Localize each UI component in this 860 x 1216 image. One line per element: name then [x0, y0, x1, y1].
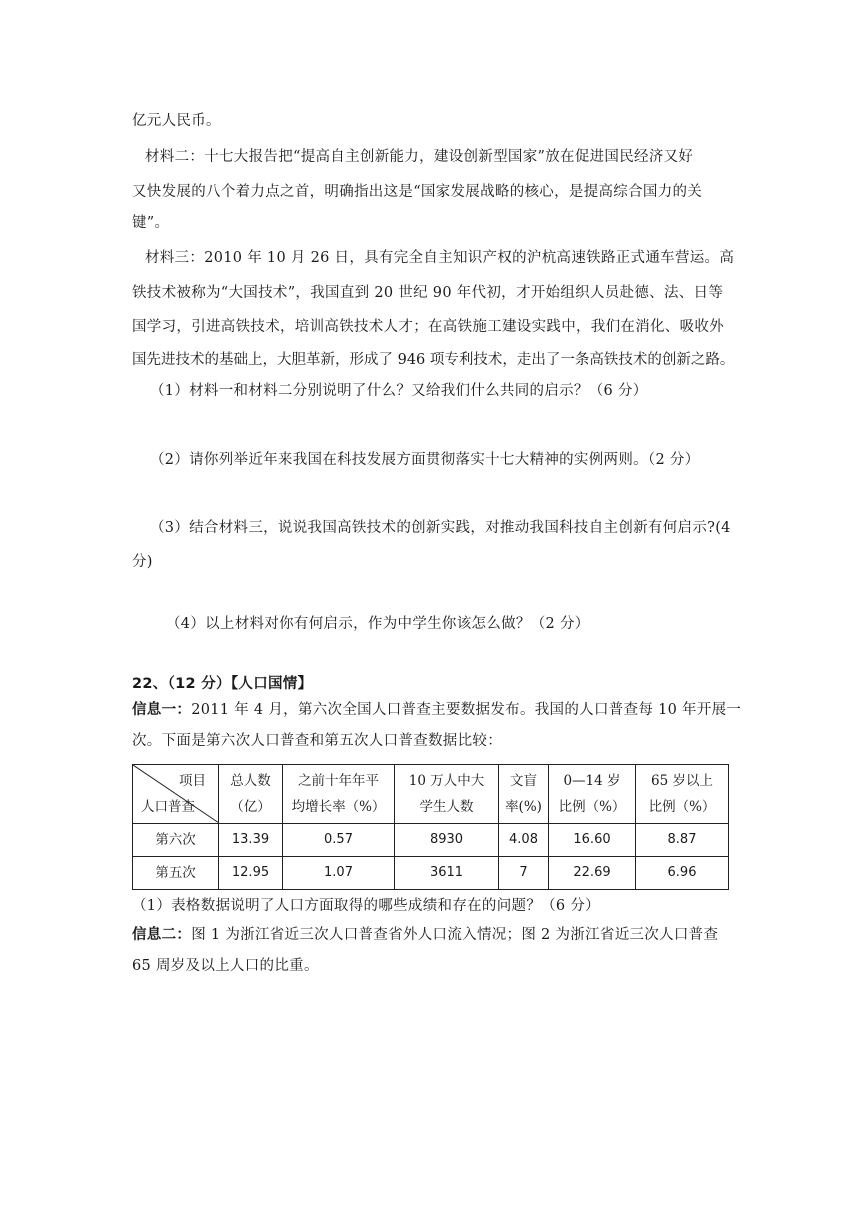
- table-cell: 3611: [395, 857, 499, 890]
- row-label: 第五次: [133, 857, 219, 890]
- info-two-line: 65 周岁及以上人口的比重。: [132, 958, 319, 974]
- table-cell: 8.87: [636, 824, 729, 857]
- question-4: （4）以上材料对你有何启示，作为中学生你该怎么做？（2 分）: [166, 616, 590, 632]
- material-two-line: 键”。: [132, 215, 170, 231]
- material-three-line: 国先进技术的基础上，大胆革新，形成了 946 项专利技术，走出了一条高铁技术的创新之路。: [132, 352, 735, 368]
- table-cell: 12.95: [219, 857, 283, 890]
- table-header-cell: 0—14 岁 比例（%）: [549, 765, 636, 824]
- info-one-label: 信息一：: [132, 702, 192, 718]
- table-corner-cell: [133, 765, 219, 824]
- question-3-cont: 分): [132, 554, 153, 570]
- section-heading: 22、（12 分）【人口国情】: [132, 676, 313, 692]
- material-three-line: 国学习，引进高铁技术，培训高铁技术人才；在高铁施工建设实践中，我们在消化、吸收外: [132, 319, 724, 335]
- table-question: （1）表格数据说明了人口方面取得的哪些成绩和存在的问题？（6 分）: [132, 898, 600, 914]
- info-two-text: 图 1 为浙江省近三次人口普查省外人口流入情况；图 2 为浙江省近三次人口普查: [191, 927, 719, 943]
- table-header-row: [133, 765, 729, 824]
- table-cell: 16.60: [549, 824, 636, 857]
- info-one-text: 2011 年 4 月，第六次全国人口普查主要数据发布。我国的人口普查每 10 年开展一: [191, 702, 742, 718]
- info-one-line: [132, 700, 741, 720]
- table-cell: 0.57: [283, 824, 395, 857]
- table-cell: 6.96: [636, 857, 729, 890]
- corner-label-item: 项目: [179, 773, 206, 789]
- census-comparison-table: [132, 764, 729, 890]
- table-cell: 22.69: [549, 857, 636, 890]
- info-two-line: [132, 925, 718, 945]
- material-three-line: 铁技术被称为“大国技术”，我国直到 20 世纪 90 年代初，才开始组织人员赴德、法、日等: [132, 285, 724, 301]
- paragraph-line: 亿元人民币。: [132, 113, 221, 129]
- question-2: （2）请你列举近年来我国在科技发展方面贯彻落实十七大精神的实例两则。（2 分）: [150, 452, 700, 468]
- info-one-line: 次。下面是第六次人口普查和第五次人口普查数据比较：: [132, 733, 502, 749]
- table-header-cell: 65 岁以上 比例（%）: [636, 765, 729, 824]
- table-cell: 7: [499, 857, 549, 890]
- row-label: 第六次: [133, 824, 219, 857]
- question-1: （1）材料一和材料二分别说明了什么？又给我们什么共同的启示？（6 分）: [150, 383, 648, 399]
- table-cell: 1.07: [283, 857, 395, 890]
- question-3: （3）结合材料三，说说我国高铁技术的创新实践，对推动我国科技自主创新有何启示?(4: [150, 520, 731, 536]
- table-header-cell: 10 万人中大 学生人数: [395, 765, 499, 824]
- corner-label-census: 人口普查: [141, 799, 195, 815]
- material-two-line: 材料二：十七大报告把“提高自主创新能力，建设创新型国家”放在促进国民经济又好: [145, 149, 694, 165]
- table-cell: 4.08: [499, 824, 549, 857]
- table-row: [133, 857, 729, 890]
- table-header-cell: 文盲 率(%): [499, 765, 549, 824]
- material-three-line: 材料三：2010 年 10 月 26 日，具有完全自主知识产权的沪杭高速铁路正式通车营运。高: [145, 250, 735, 266]
- material-two-line: 又快发展的八个着力点之首，明确指出这是“国家发展战略的核心，是提高综合国力的关: [132, 184, 703, 200]
- table-cell: 8930: [395, 824, 499, 857]
- table-cell: 13.39: [219, 824, 283, 857]
- info-two-label: 信息二：: [132, 927, 192, 943]
- table-header-cell: 之前十年年平 均增长率（%）: [283, 765, 395, 824]
- table-row: [133, 824, 729, 857]
- table-header-cell: 总人数 （亿）: [219, 765, 283, 824]
